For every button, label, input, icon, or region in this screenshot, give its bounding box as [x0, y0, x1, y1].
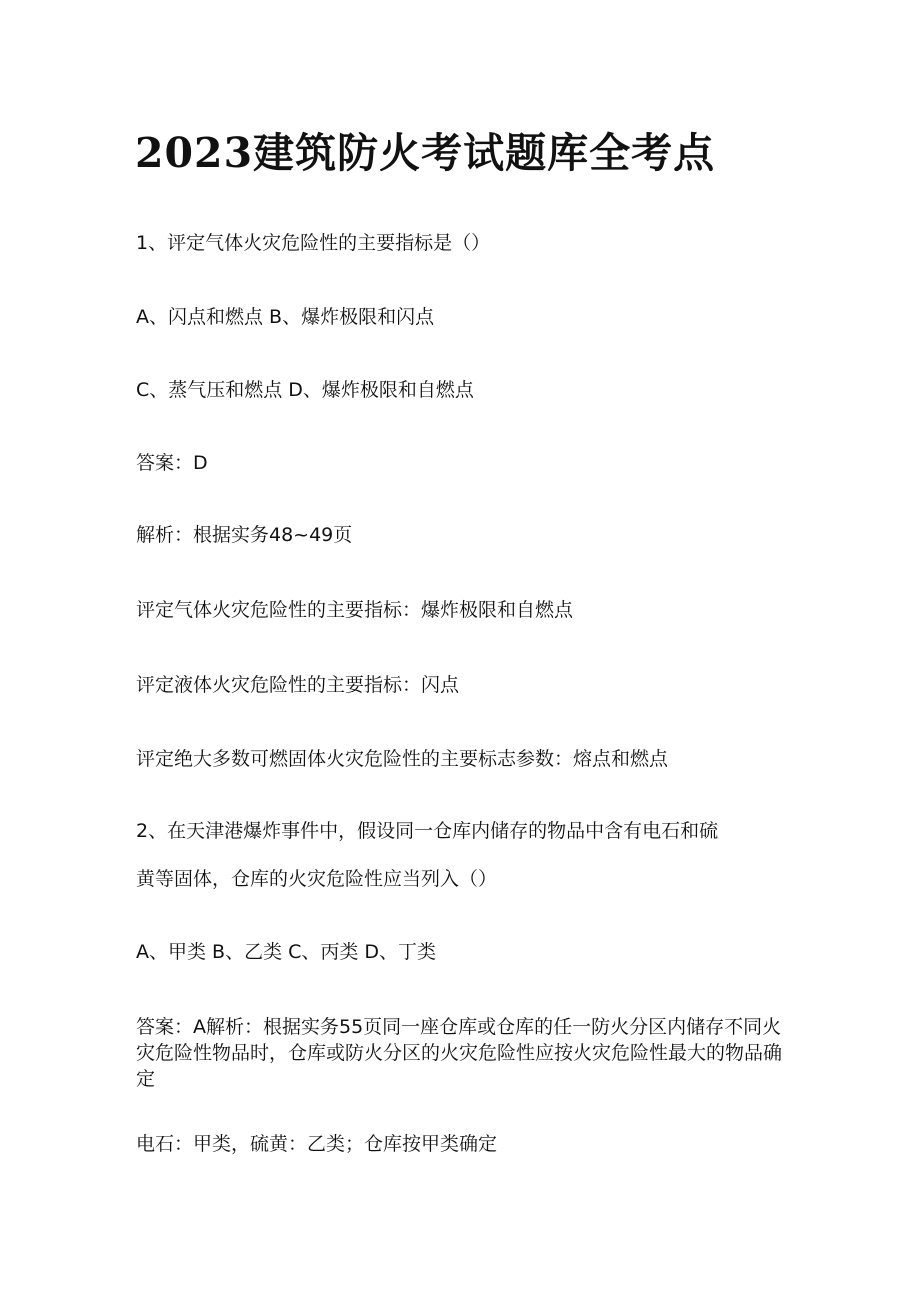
question-2-options: A、甲类 B、乙类 C、丙类 D、丁类	[136, 941, 437, 963]
question-1-analysis: 解析：根据实务48~49页	[136, 524, 353, 546]
question-1-note-solid: 评定绝大多数可燃固体火灾危险性的主要标志参数：熔点和燃点	[136, 748, 669, 770]
question-2-answer-analysis: 答案：A解析：根据实务55页同一座仓库或仓库的任一防火分区内储存不同火灾危险性物品时，仓库或防火分区的火灾危险性应按火灾危险性最大的物品确定	[136, 1016, 783, 1090]
question-1-note-liquid: 评定液体火灾危险性的主要指标：闪点	[136, 674, 460, 696]
document-title: 2023建筑防火考试题库全考点	[135, 129, 716, 177]
question-1-options-ab: A、闪点和燃点 B、爆炸极限和闪点	[136, 306, 435, 328]
question-2-note: 电石：甲类，硫黄：乙类；仓库按甲类确定	[136, 1133, 498, 1155]
question-1-answer: 答案：D	[136, 452, 208, 474]
question-2-text-line-1: 2、在天津港爆炸事件中，假设同一仓库内储存的物品中含有电石和硫	[136, 820, 719, 842]
question-1-note-gas: 评定气体火灾危险性的主要指标：爆炸极限和自燃点	[136, 599, 574, 621]
question-1-options-cd: C、蒸气压和燃点 D、爆炸极限和自燃点	[136, 379, 474, 401]
question-1-text: 1、评定气体火灾危险性的主要指标是（）	[136, 232, 491, 254]
question-2-text-line-2: 黄等固体，仓库的火灾危险性应当列入（）	[136, 868, 498, 890]
